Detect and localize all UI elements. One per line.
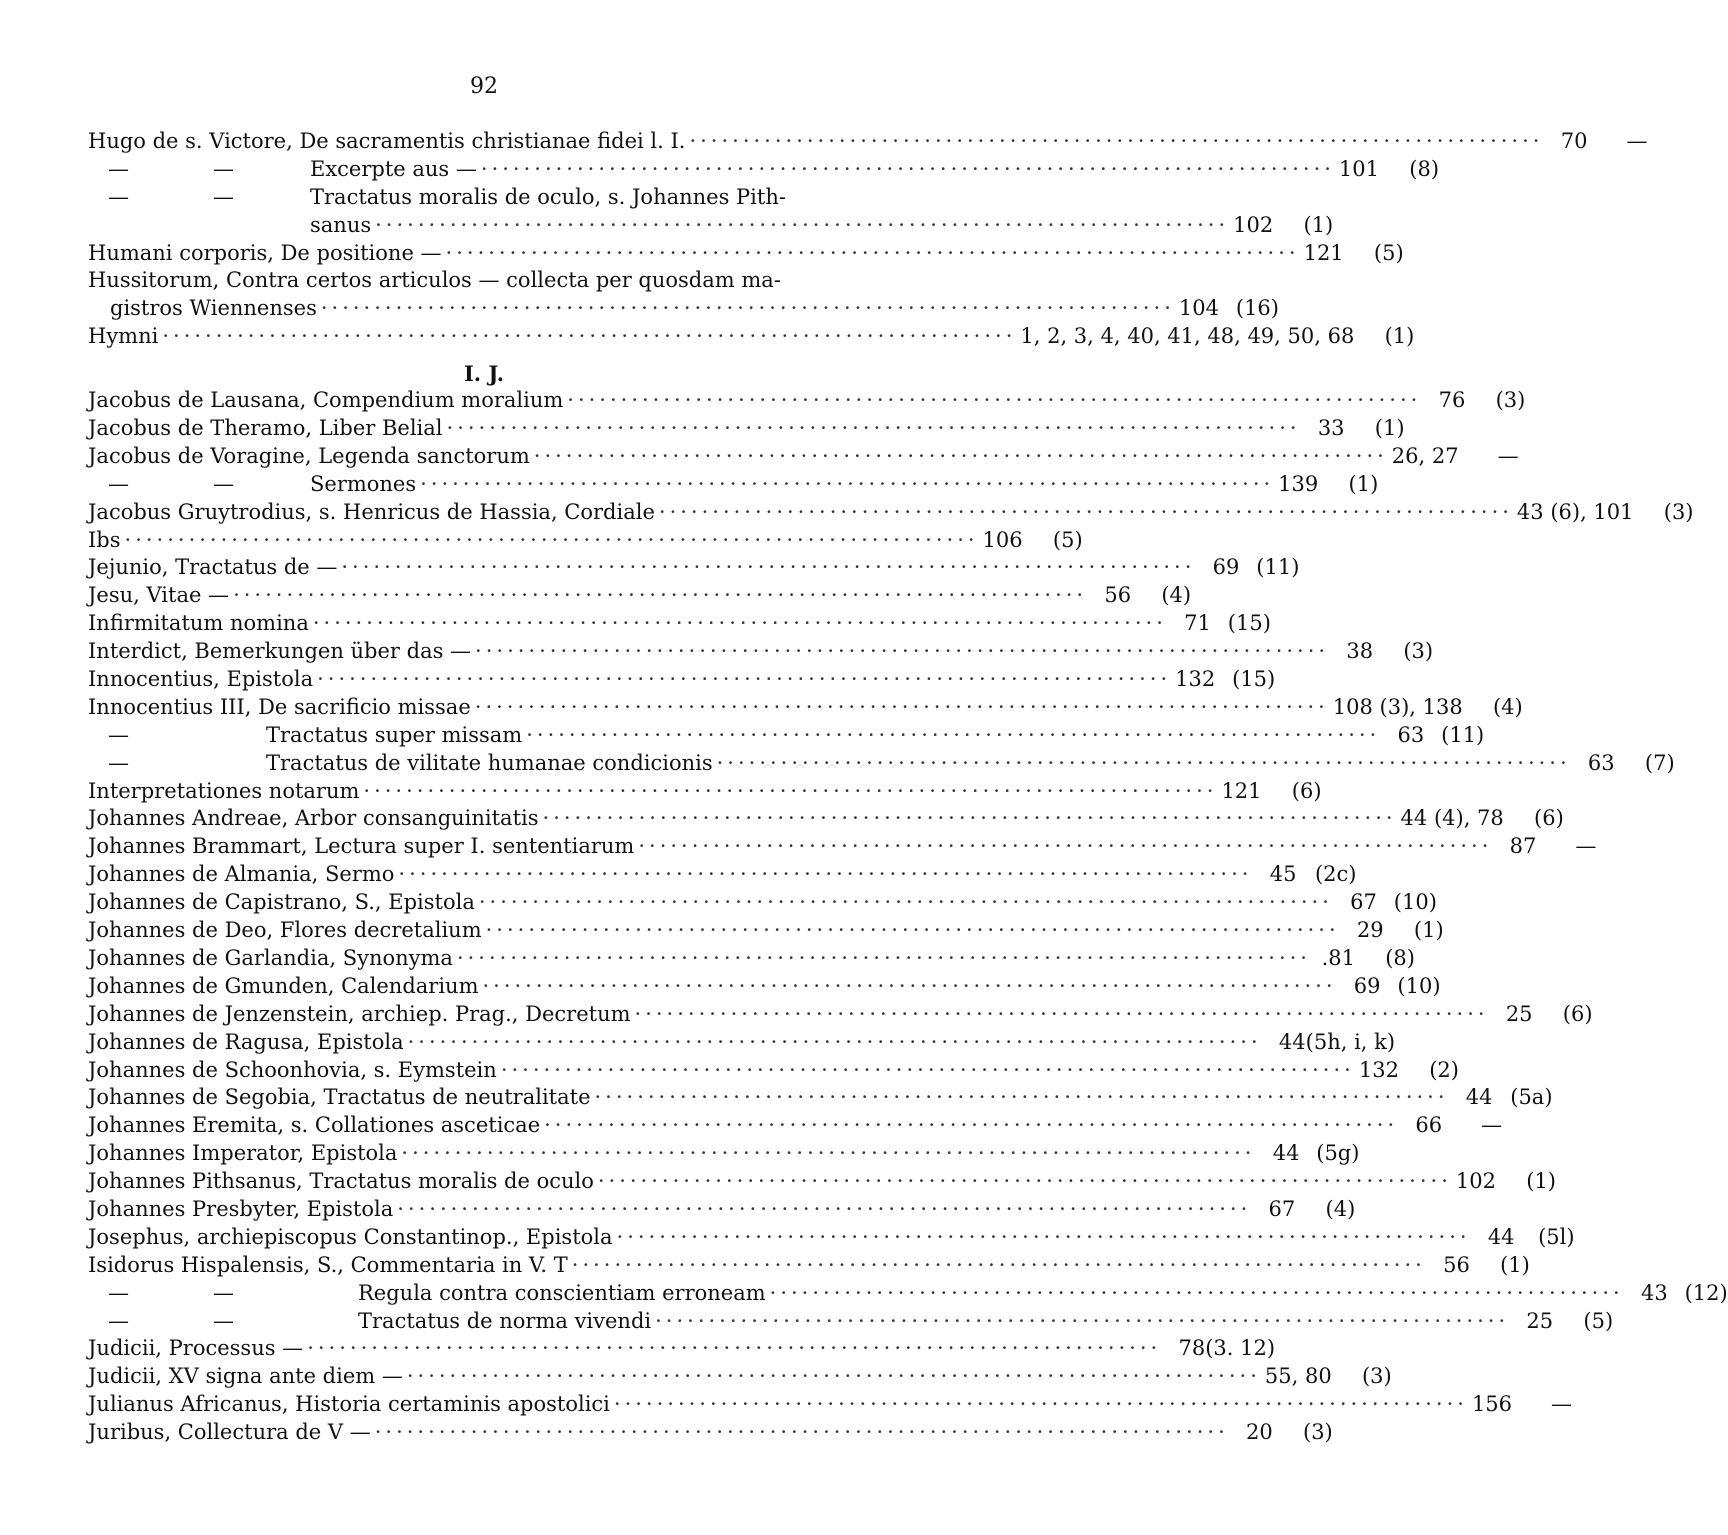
entry-note: (3) — [1361, 1364, 1392, 1389]
entry-page-ref: .81 — [1321, 945, 1355, 970]
leader-dots: ················································································ — [716, 750, 1571, 775]
entry-note: (1) — [1384, 324, 1415, 349]
entry-title: Jacobus de Theramo, Liber Belial — [88, 416, 443, 441]
leader-dots: ················································································ — [658, 499, 1513, 524]
index-entry — [88, 240, 1404, 268]
entry-page-ref: 1, 2, 3, 4, 40, 41, 48, 49, 50, 68 — [1020, 324, 1355, 349]
entry-note: (5h, i, k) — [1305, 1029, 1396, 1054]
leader-dots: ················································································ — [456, 945, 1311, 970]
entry-page-ref: 56 — [1443, 1252, 1470, 1277]
entry-note: (2c) — [1314, 862, 1357, 887]
entry-page-ref: 69 — [1212, 555, 1240, 580]
entry-title: Sermones — [310, 471, 417, 496]
entry-title: Tractatus super missam — [266, 722, 523, 747]
entry-title: Johannes de Garlandia, Synonyma — [88, 945, 453, 970]
index-entry — [88, 527, 1083, 555]
entry-page-ref: 66 — [1415, 1113, 1443, 1138]
leader-dots: ················································································ — [375, 212, 1230, 237]
entry-title: Innocentius III, De sacrificio missae — [88, 694, 471, 719]
index-entry — [88, 638, 1434, 666]
entry-note: (16) — [1235, 296, 1279, 321]
index-entry — [88, 1308, 1614, 1336]
ditto-dashes: — — — [108, 156, 234, 181]
index-entry — [88, 1001, 1593, 1029]
entry-note: (15) — [1232, 667, 1276, 692]
index-entry — [88, 666, 1276, 694]
leader-dots: ················································································ — [567, 388, 1422, 413]
index-entry — [88, 805, 1564, 833]
leader-dots: ················································································ — [500, 1057, 1355, 1082]
entry-note: (4) — [1325, 1196, 1356, 1221]
index-entry — [88, 778, 1322, 806]
leader-dots: ················································································ — [307, 1336, 1162, 1361]
entry-note: (3) — [1403, 639, 1434, 664]
entry-note: (1) — [1413, 918, 1444, 943]
entry-title: Johannes Imperator, Epistola — [88, 1141, 398, 1166]
index-entry — [88, 1224, 1575, 1252]
entry-title: Regula contra conscientiam erroneam — [358, 1280, 766, 1305]
entry-title: Jacobus de Lausana, Compendium moralium — [88, 388, 564, 413]
leader-dots: ················································································ — [341, 555, 1196, 580]
entry-title: Hugo de s. Victore, De sacramentis christianae fidei l. I. — [88, 129, 686, 153]
leader-dots: ················································································ — [233, 583, 1088, 608]
leader-dots: ················································································ — [769, 1280, 1624, 1305]
index-entry — [88, 499, 1694, 527]
index-list-h — [88, 128, 1648, 351]
page-number: 92 — [470, 74, 498, 99]
entry-title: Excerpte aus — — [310, 156, 477, 181]
index-entry — [88, 750, 1675, 778]
entry-title: Jesu, Vitae — — [88, 583, 230, 608]
entry-note: (11) — [1256, 555, 1300, 580]
entry-note: (5l) — [1538, 1224, 1575, 1249]
index-entry — [88, 1168, 1556, 1196]
entry-page-ref: 108 (3), 138 — [1332, 694, 1463, 719]
entry-title: Johannes de Schoonhovia, s. Eymstein — [88, 1057, 497, 1082]
entry-page-ref: 25 — [1526, 1308, 1554, 1333]
leader-dots: ················································································ — [320, 296, 1175, 321]
index-entry — [88, 212, 1334, 240]
index-entry — [88, 323, 1415, 351]
entry-note: (3) — [1663, 499, 1694, 524]
index-entry — [88, 295, 1279, 323]
entry-note: (1) — [1526, 1169, 1556, 1194]
index-entry — [88, 1335, 1276, 1363]
entry-title: Infirmitatum nomina — [88, 611, 309, 636]
entry-note: (2) — [1429, 1057, 1459, 1082]
index-entry — [88, 1419, 1333, 1447]
index-entry — [88, 1391, 1573, 1419]
entry-page-ref: 70 — [1560, 129, 1588, 153]
entry-page-ref: 43 (6), 101 — [1516, 499, 1634, 524]
entry-title: Jacobus Gruytrodius, s. Henricus de Hassia, Cordiale — [88, 499, 655, 524]
entry-page-ref: 63 — [1587, 750, 1615, 775]
index-entry — [88, 443, 1519, 471]
entry-title: Tractatus de vilitate humanae condicionis — [266, 750, 713, 775]
leader-dots: ················································································ — [485, 918, 1340, 943]
entry-title: Interpretationes notarum — [88, 778, 360, 803]
entry-page-ref: 44 — [1465, 1085, 1493, 1110]
entry-note: (4) — [1492, 694, 1523, 719]
entry-title: Johannes Eremita, s. Collationes asceticae — [88, 1113, 541, 1138]
entry-note: — — [1626, 129, 1648, 153]
leader-dots: ················································································ — [401, 1141, 1256, 1166]
leader-dots: ················································································ — [317, 667, 1172, 692]
entry-title: Johannes de Capistrano, S., Epistola — [88, 890, 475, 915]
leader-dots: ················································································ — [446, 416, 1301, 441]
entry-title: Isidorus Hispalensis, S., Commentaria in V. T — [88, 1252, 568, 1277]
leader-dots: ················································································ — [445, 240, 1300, 265]
entry-note: — — [1497, 443, 1519, 468]
leader-dots: ················································································ — [542, 806, 1397, 831]
entry-note: (5) — [1583, 1308, 1614, 1333]
entry-page-ref: 63 — [1397, 722, 1425, 747]
entry-page-ref: 132 — [1175, 667, 1216, 692]
entry-title: Johannes de Gmunden, Calendarium — [88, 973, 479, 998]
leader-dots: ················································································ — [638, 834, 1493, 859]
entry-note: (8) — [1385, 945, 1415, 970]
leader-dots: ················································································ — [363, 778, 1218, 803]
leader-dots: ················································································ — [406, 1364, 1261, 1389]
entry-page-ref: 44 — [1278, 1029, 1306, 1054]
leader-dots: ················································································ — [594, 1085, 1449, 1110]
entry-title: Judicii, XV signa ante diem — — [88, 1364, 403, 1389]
ditto-dashes: — — — [108, 1280, 234, 1305]
entry-note: (4) — [1161, 583, 1192, 608]
entry-page-ref: 102 — [1233, 212, 1274, 237]
entry-page-ref: 102 — [1455, 1169, 1496, 1194]
leader-dots: ················································································ — [475, 639, 1330, 664]
leader-dots: ················································································ — [374, 1420, 1229, 1445]
entry-title: Ibs — [88, 527, 121, 552]
entry-title: Judicii, Processus — — [88, 1336, 304, 1361]
entry-title: Jejunio, Tractatus de — — [88, 555, 338, 580]
leader-dots: ················································································ — [474, 694, 1329, 719]
entry-title: Tractatus de norma vivendi — [358, 1308, 652, 1333]
index-page — [88, 74, 1728, 1447]
entry-page-ref: 55, 80 — [1264, 1364, 1332, 1389]
entry-title: gistros Wiennenses — [110, 296, 317, 321]
leader-dots: ················································································ — [634, 1001, 1489, 1026]
index-entry — [88, 694, 1523, 722]
entry-title: Johannes de Jenzenstein, archiep. Prag., Decretum — [88, 1001, 631, 1026]
leader-dots: ················································································ — [420, 471, 1275, 496]
index-entry — [88, 184, 880, 212]
entry-note: (3) — [1303, 1420, 1333, 1445]
entry-page-ref: 121 — [1303, 240, 1344, 265]
entry-note: (1) — [1374, 416, 1405, 441]
entry-page-ref: 26, 27 — [1391, 443, 1459, 468]
index-entry — [88, 722, 1485, 750]
index-entry — [88, 582, 1192, 610]
index-entry — [88, 917, 1444, 945]
entry-note: (15) — [1227, 611, 1271, 636]
entry-page-ref: 38 — [1346, 639, 1374, 664]
entry-note: (10) — [1393, 890, 1437, 915]
entry-note: — — [1575, 834, 1597, 859]
entry-note: (6) — [1562, 1001, 1593, 1026]
entry-note: (1) — [1303, 212, 1334, 237]
entry-title: Johannes de Almania, Sermo — [88, 862, 395, 887]
entry-page-ref: 101 — [1338, 156, 1380, 181]
leader-dots: ················································································ — [397, 1196, 1252, 1221]
index-entry — [88, 387, 1526, 415]
index-entry — [88, 1363, 1392, 1391]
index-entry — [88, 1084, 1553, 1112]
index-entry — [88, 973, 1441, 1001]
entry-title: Johannes de Segobia, Tractatus de neutralitate — [88, 1085, 591, 1110]
entry-page-ref: 78 — [1178, 1336, 1206, 1361]
entry-page-ref: 67 — [1268, 1196, 1296, 1221]
leader-dots: ················································································ — [689, 129, 1544, 153]
entry-title: Johannes Brammart, Lectura super I. sententiarum — [88, 834, 635, 859]
entry-note: (7) — [1644, 750, 1675, 775]
index-entry — [88, 1057, 1459, 1085]
index-entry — [88, 1280, 1728, 1308]
entry-title: Hussitorum, Contra certos articulos — collecta per quosdam ma- — [88, 268, 781, 293]
leader-dots: ················································································ — [312, 611, 1167, 636]
entry-note: (3) — [1495, 388, 1526, 413]
entry-title: Tractatus moralis de oculo, s. Johannes Pith- — [310, 184, 786, 209]
entry-note: (6) — [1291, 778, 1322, 803]
entry-title: Johannes Presbyter, Epistola — [88, 1196, 394, 1221]
index-entry — [88, 1029, 1396, 1057]
index-entry — [88, 861, 1357, 889]
entry-page-ref: 33 — [1317, 416, 1345, 441]
ditto-dashes: — — — [108, 471, 234, 496]
leader-dots: ················································································ — [571, 1252, 1426, 1277]
leader-dots: ················································································ — [162, 324, 1017, 349]
index-entry — [88, 554, 1300, 582]
entry-page-ref: 106 — [982, 527, 1023, 552]
entry-page-ref: 45 — [1269, 862, 1297, 887]
leader-dots: ················································································ — [407, 1029, 1262, 1054]
index-entry — [88, 1252, 1530, 1280]
entry-title: Johannes Pithsanus, Tractatus moralis de oculo — [88, 1169, 594, 1194]
leader-dots: ················································································ — [480, 156, 1335, 181]
index-list-ij — [88, 387, 1728, 1447]
index-entry — [88, 1112, 1503, 1140]
section-heading: I. J. — [463, 361, 505, 387]
leader-dots: ················································································ — [124, 527, 979, 552]
leader-dots: ················································································ — [597, 1169, 1452, 1194]
leader-dots: ················································································ — [613, 1392, 1468, 1417]
ditto-dashes: — — — [108, 1308, 234, 1333]
entry-title: Johannes de Deo, Flores decretalium — [88, 918, 482, 943]
entry-note: (10) — [1397, 973, 1441, 998]
leader-dots: ················································································ — [526, 722, 1381, 747]
entry-title: Johannes de Ragusa, Epistola — [88, 1029, 404, 1054]
entry-title: Julianus Africanus, Historia certaminis apostolici — [88, 1392, 610, 1417]
entry-title: Humani corporis, De positione — — [88, 240, 442, 265]
ditto-dashes: — — [108, 722, 129, 747]
entry-page-ref: 44 — [1487, 1224, 1515, 1249]
index-entry — [88, 128, 1648, 156]
leader-dots: ················································································ — [478, 890, 1333, 915]
entry-title: Johannes Andreae, Arbor consanguinitatis — [88, 806, 539, 831]
entry-page-ref: 71 — [1184, 611, 1211, 636]
entry-page-ref: 87 — [1509, 834, 1537, 859]
entry-note: — — [1551, 1392, 1573, 1417]
entry-title: Jacobus de Voragine, Legenda sanctorum — [88, 443, 530, 468]
entry-note: (5) — [1052, 527, 1083, 552]
entry-page-ref: 44 (4), 78 — [1400, 806, 1504, 831]
entry-page-ref: 20 — [1246, 1420, 1273, 1445]
entry-page-ref: 43 — [1640, 1280, 1668, 1305]
entry-note: (5a) — [1510, 1085, 1553, 1110]
entry-note: (5) — [1373, 240, 1404, 265]
entry-title: Hymni — [88, 324, 159, 349]
entry-note: (12) — [1684, 1280, 1728, 1305]
index-entry — [88, 267, 880, 295]
leader-dots: ················································································ — [544, 1113, 1399, 1138]
index-entry — [88, 156, 1440, 184]
entry-note: — — [1481, 1113, 1503, 1138]
entry-title: Innocentius, Epistola — [88, 667, 314, 692]
entry-page-ref: 56 — [1104, 583, 1132, 608]
index-entry — [88, 833, 1597, 861]
entry-note: (1) — [1348, 471, 1379, 496]
ditto-dashes: — — — [108, 184, 234, 209]
entry-title: Juribus, Collectura de V — — [88, 1420, 371, 1445]
ditto-dashes: — — [108, 750, 129, 775]
index-entry — [88, 415, 1405, 443]
index-entry — [88, 1196, 1356, 1224]
entry-page-ref: 132 — [1358, 1057, 1399, 1082]
entry-page-ref: 44 — [1272, 1141, 1300, 1166]
entry-page-ref: 76 — [1438, 388, 1466, 413]
index-entry — [88, 610, 1271, 638]
leader-dots: ················································································ — [398, 862, 1253, 887]
entry-page-ref: 29 — [1356, 918, 1384, 943]
entry-note: (6) — [1534, 806, 1564, 831]
index-entry — [88, 945, 1415, 973]
entry-note: (11) — [1441, 722, 1485, 747]
leader-dots: ················································································ — [616, 1224, 1471, 1249]
entry-title: Josephus, archiepiscopus Constantinop., Epistola — [88, 1224, 613, 1249]
index-entry — [88, 889, 1437, 917]
entry-page-ref: 156 — [1471, 1392, 1513, 1417]
entry-page-ref: 67 — [1350, 890, 1377, 915]
index-entry — [88, 471, 1379, 499]
index-entry — [88, 1140, 1360, 1168]
entry-note: (8) — [1409, 156, 1440, 181]
entry-title: Interdict, Bemerkungen über das — — [88, 639, 472, 664]
leader-dots: ················································································ — [655, 1308, 1510, 1333]
entry-page-ref: 139 — [1278, 471, 1319, 496]
leader-dots: ················································································ — [533, 443, 1388, 468]
entry-page-ref: 121 — [1221, 778, 1262, 803]
entry-note: (5g) — [1316, 1141, 1360, 1166]
entry-title: sanus — [310, 212, 372, 237]
entry-note: (1) — [1500, 1252, 1530, 1277]
entry-page-ref: 104 — [1178, 296, 1219, 321]
leader-dots: ················································································ — [482, 973, 1337, 998]
entry-page-ref: 69 — [1353, 973, 1381, 998]
entry-note: (3. 12) — [1205, 1336, 1276, 1361]
entry-page-ref: 25 — [1505, 1001, 1533, 1026]
